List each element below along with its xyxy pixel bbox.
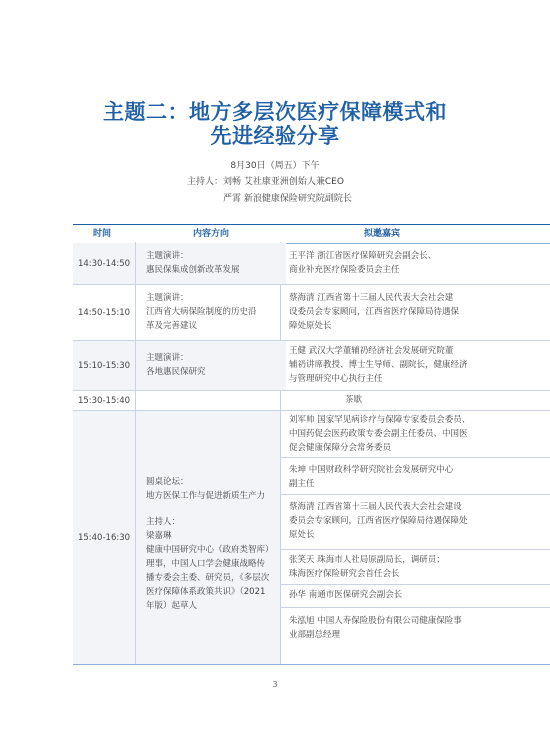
row-guest: 孙华 南通市医保研究会副会长 — [289, 590, 403, 600]
session-host: 主持人：刘畅 艾社康亚洲创始人兼CEO — [187, 177, 344, 187]
row-content: 播专委会主委、研究员，《多层次 — [146, 573, 270, 583]
row-content: 主题演讲： — [146, 293, 189, 303]
row-guest: 设委员会专家顾问，江西省医疗保障局待遇保 — [289, 307, 460, 317]
row-guest: 王健 武汉大学董辅礽经济社会发展研究院董 — [289, 346, 454, 356]
table-row — [73, 341, 550, 391]
row-content: 惠民保集成创新改革发展 — [146, 265, 240, 275]
row-time: 14:30-14:50 — [73, 243, 135, 284]
header-guests: 拟邀嘉宾 — [364, 229, 401, 239]
row-guest: 王平洋 浙江省医疗保障研究会副会长、 — [289, 251, 437, 261]
row-content: 各地惠民保研究 — [146, 367, 206, 377]
row-guest: 委员会专家顾问，江西省医疗保障局待遇保障处 — [289, 516, 468, 526]
row-content: 医疗保障体系政策共识》（2021 — [146, 587, 266, 597]
header-time: 时间 — [93, 229, 112, 239]
row-guest: 朱坤 中国财政科学研究院社会发展研究中心 — [289, 465, 454, 475]
session-cohost: 严霄 新浪健康保险研究院副院长 — [223, 194, 352, 204]
session-date: 8月30日（周五）下午 — [230, 161, 320, 171]
row-time: 14:50-15:10 — [77, 307, 131, 318]
row-content: 年版）起草人 — [146, 601, 198, 611]
row-content: 江西省大病保险制度的历史沿 — [146, 307, 257, 317]
page-title-line2: 先进经验分享 — [210, 124, 340, 148]
row-guest: 刘军帅 国家罕见病诊疗与保障专家委员会委员、 — [289, 415, 471, 425]
row-content: 健康中国研究中心（政府类智库） — [146, 545, 274, 555]
row-content: 主持人： — [146, 517, 181, 527]
row-guest: 朱泓旭 中国人寿保险股份有限公司健康保险事 — [289, 616, 462, 626]
row-guest: 促会健康保障分会常务委员 — [289, 443, 392, 453]
table-row — [73, 285, 550, 341]
agenda-table — [73, 224, 550, 664]
row-guest: 蔡海清 江西省第十三届人民代表大会社会建 — [289, 293, 454, 303]
row-guest: 障处原处长 — [289, 321, 332, 331]
row-time: 15:40-16:30 — [73, 411, 135, 664]
page-title-line1: 主题二：地方多层次医疗保障模式和 — [103, 100, 447, 124]
row-guest: 商业补充医疗保险委员会主任 — [289, 265, 400, 275]
page-number: 3 — [272, 680, 278, 689]
row-content: 主题演讲： — [146, 251, 189, 261]
table-row — [73, 411, 550, 664]
row-guest: 业部副总经理 — [289, 630, 341, 640]
row-guest: 珠海医疗保险研究会首任会长 — [289, 569, 400, 579]
row-content: 地方医保工作与促进新质生产力 — [146, 491, 266, 501]
row-break: 茶歇 — [345, 395, 363, 405]
row-guest: 辅礽讲席教授、博士生导师、副院长，健康经济 — [289, 360, 468, 370]
row-content: 圆桌论坛： — [146, 477, 189, 487]
table-row — [73, 243, 550, 285]
row-content: 革及完善建议 — [146, 321, 198, 331]
row-guest: 原处长 — [289, 530, 315, 540]
row-guest: 副主任 — [289, 479, 315, 489]
row-content: 主题演讲： — [146, 353, 189, 363]
row-guest: 蔡海清 江西省第十三届人民代表大会社会建设 — [289, 502, 462, 512]
row-content: 理事，中国人口学会健康战略传 — [146, 559, 266, 569]
row-guest: 中国药促会医药政策专委会副主任委员、中国医 — [289, 429, 468, 439]
row-guest: 与管理研究中心执行主任 — [289, 374, 383, 384]
row-guest: 张笑天 珠海市人社局原副局长，调研员； — [289, 555, 445, 565]
table-row — [73, 391, 550, 411]
row-content: 梁嘉琳 — [146, 531, 172, 541]
row-time: 15:30-15:40 — [77, 395, 131, 406]
table-header — [73, 224, 550, 244]
row-time: 15:10-15:30 — [73, 341, 135, 390]
header-content: 内容方向 — [193, 229, 230, 239]
